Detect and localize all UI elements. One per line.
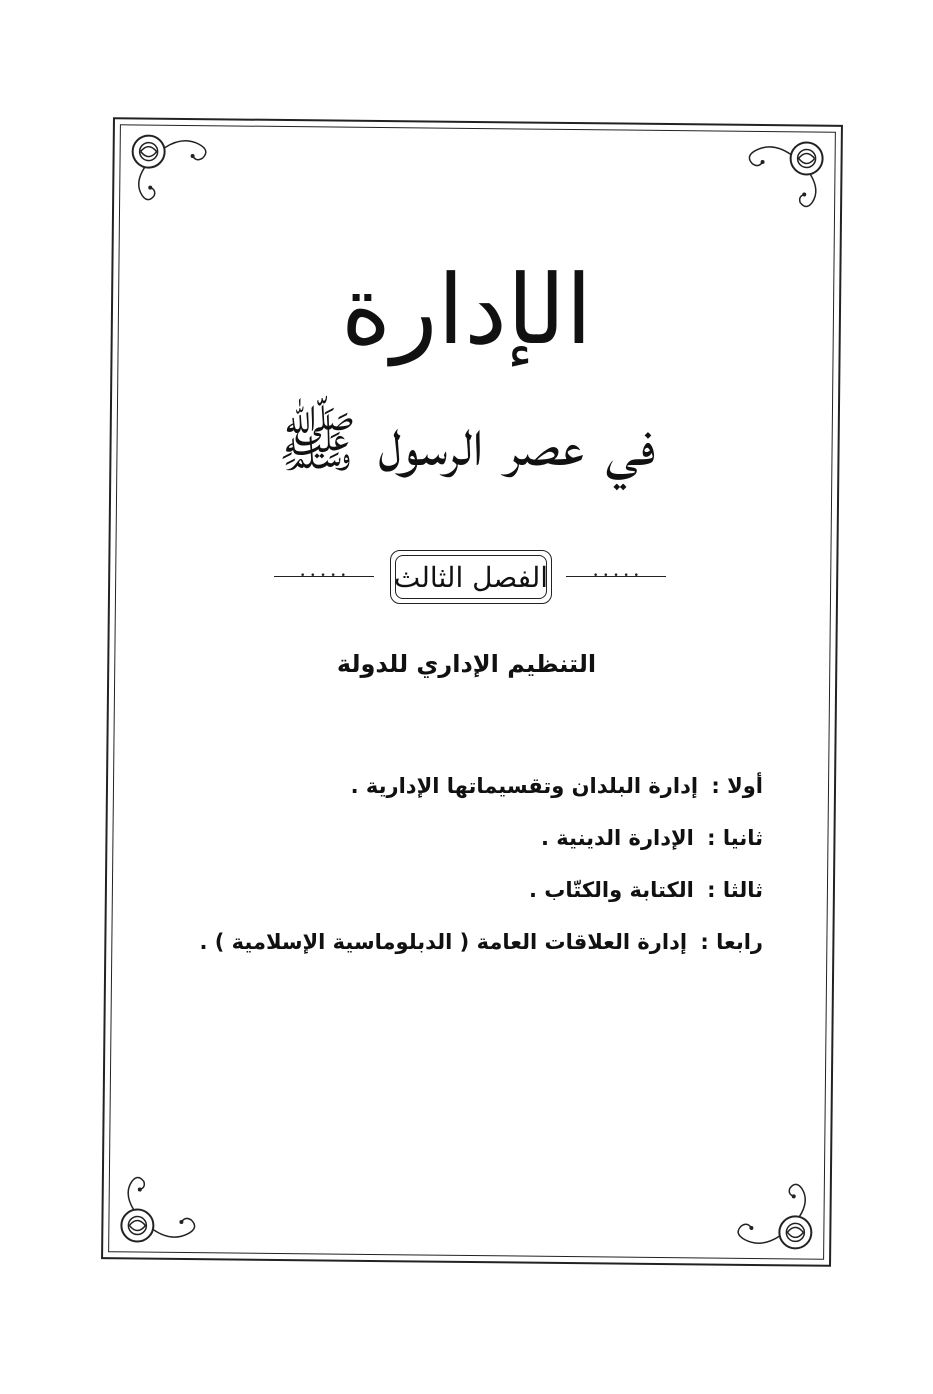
chapter-banner [270,550,670,606]
book-title: الإدارة [340,254,593,366]
chapter-heading: التنظيم الإداري للدولة [336,650,597,678]
book-subtitle: في عصر الرسول ﷺ [277,404,656,481]
list-item-text: إدارة البلدان وتقسيماتها الإدارية . [350,774,699,798]
divider-line-right [566,576,666,577]
chapter-contents-list [199,768,763,976]
list-item [203,872,763,924]
divider-dots-left: • • • • • [300,571,347,581]
list-item-text: الإدارة الدينية . [540,826,694,850]
list-item [203,768,763,820]
chapter-label-box [390,550,552,604]
corner-ornament-bottom-left [111,1169,212,1250]
list-item [199,924,763,976]
list-item-text: الكتابة والكتّاب . [528,878,694,902]
list-item [203,820,763,872]
list-item-label: رابعا : [700,930,763,954]
divider-dots-right: • • • • • [593,571,640,581]
corner-ornament-top-right [732,134,833,215]
list-item-label: أولا : [711,774,763,798]
list-item-text: إدارة العلاقات العامة ( الدبلوماسية الإسلامية ) . [199,930,688,954]
corner-ornament-top-left [122,127,223,208]
corner-ornament-bottom-right [721,1176,822,1257]
list-item-label: ثالثا : [707,878,763,902]
chapter-label: الفصل الثالث [393,560,549,594]
list-item-label: ثانيا : [707,826,763,850]
